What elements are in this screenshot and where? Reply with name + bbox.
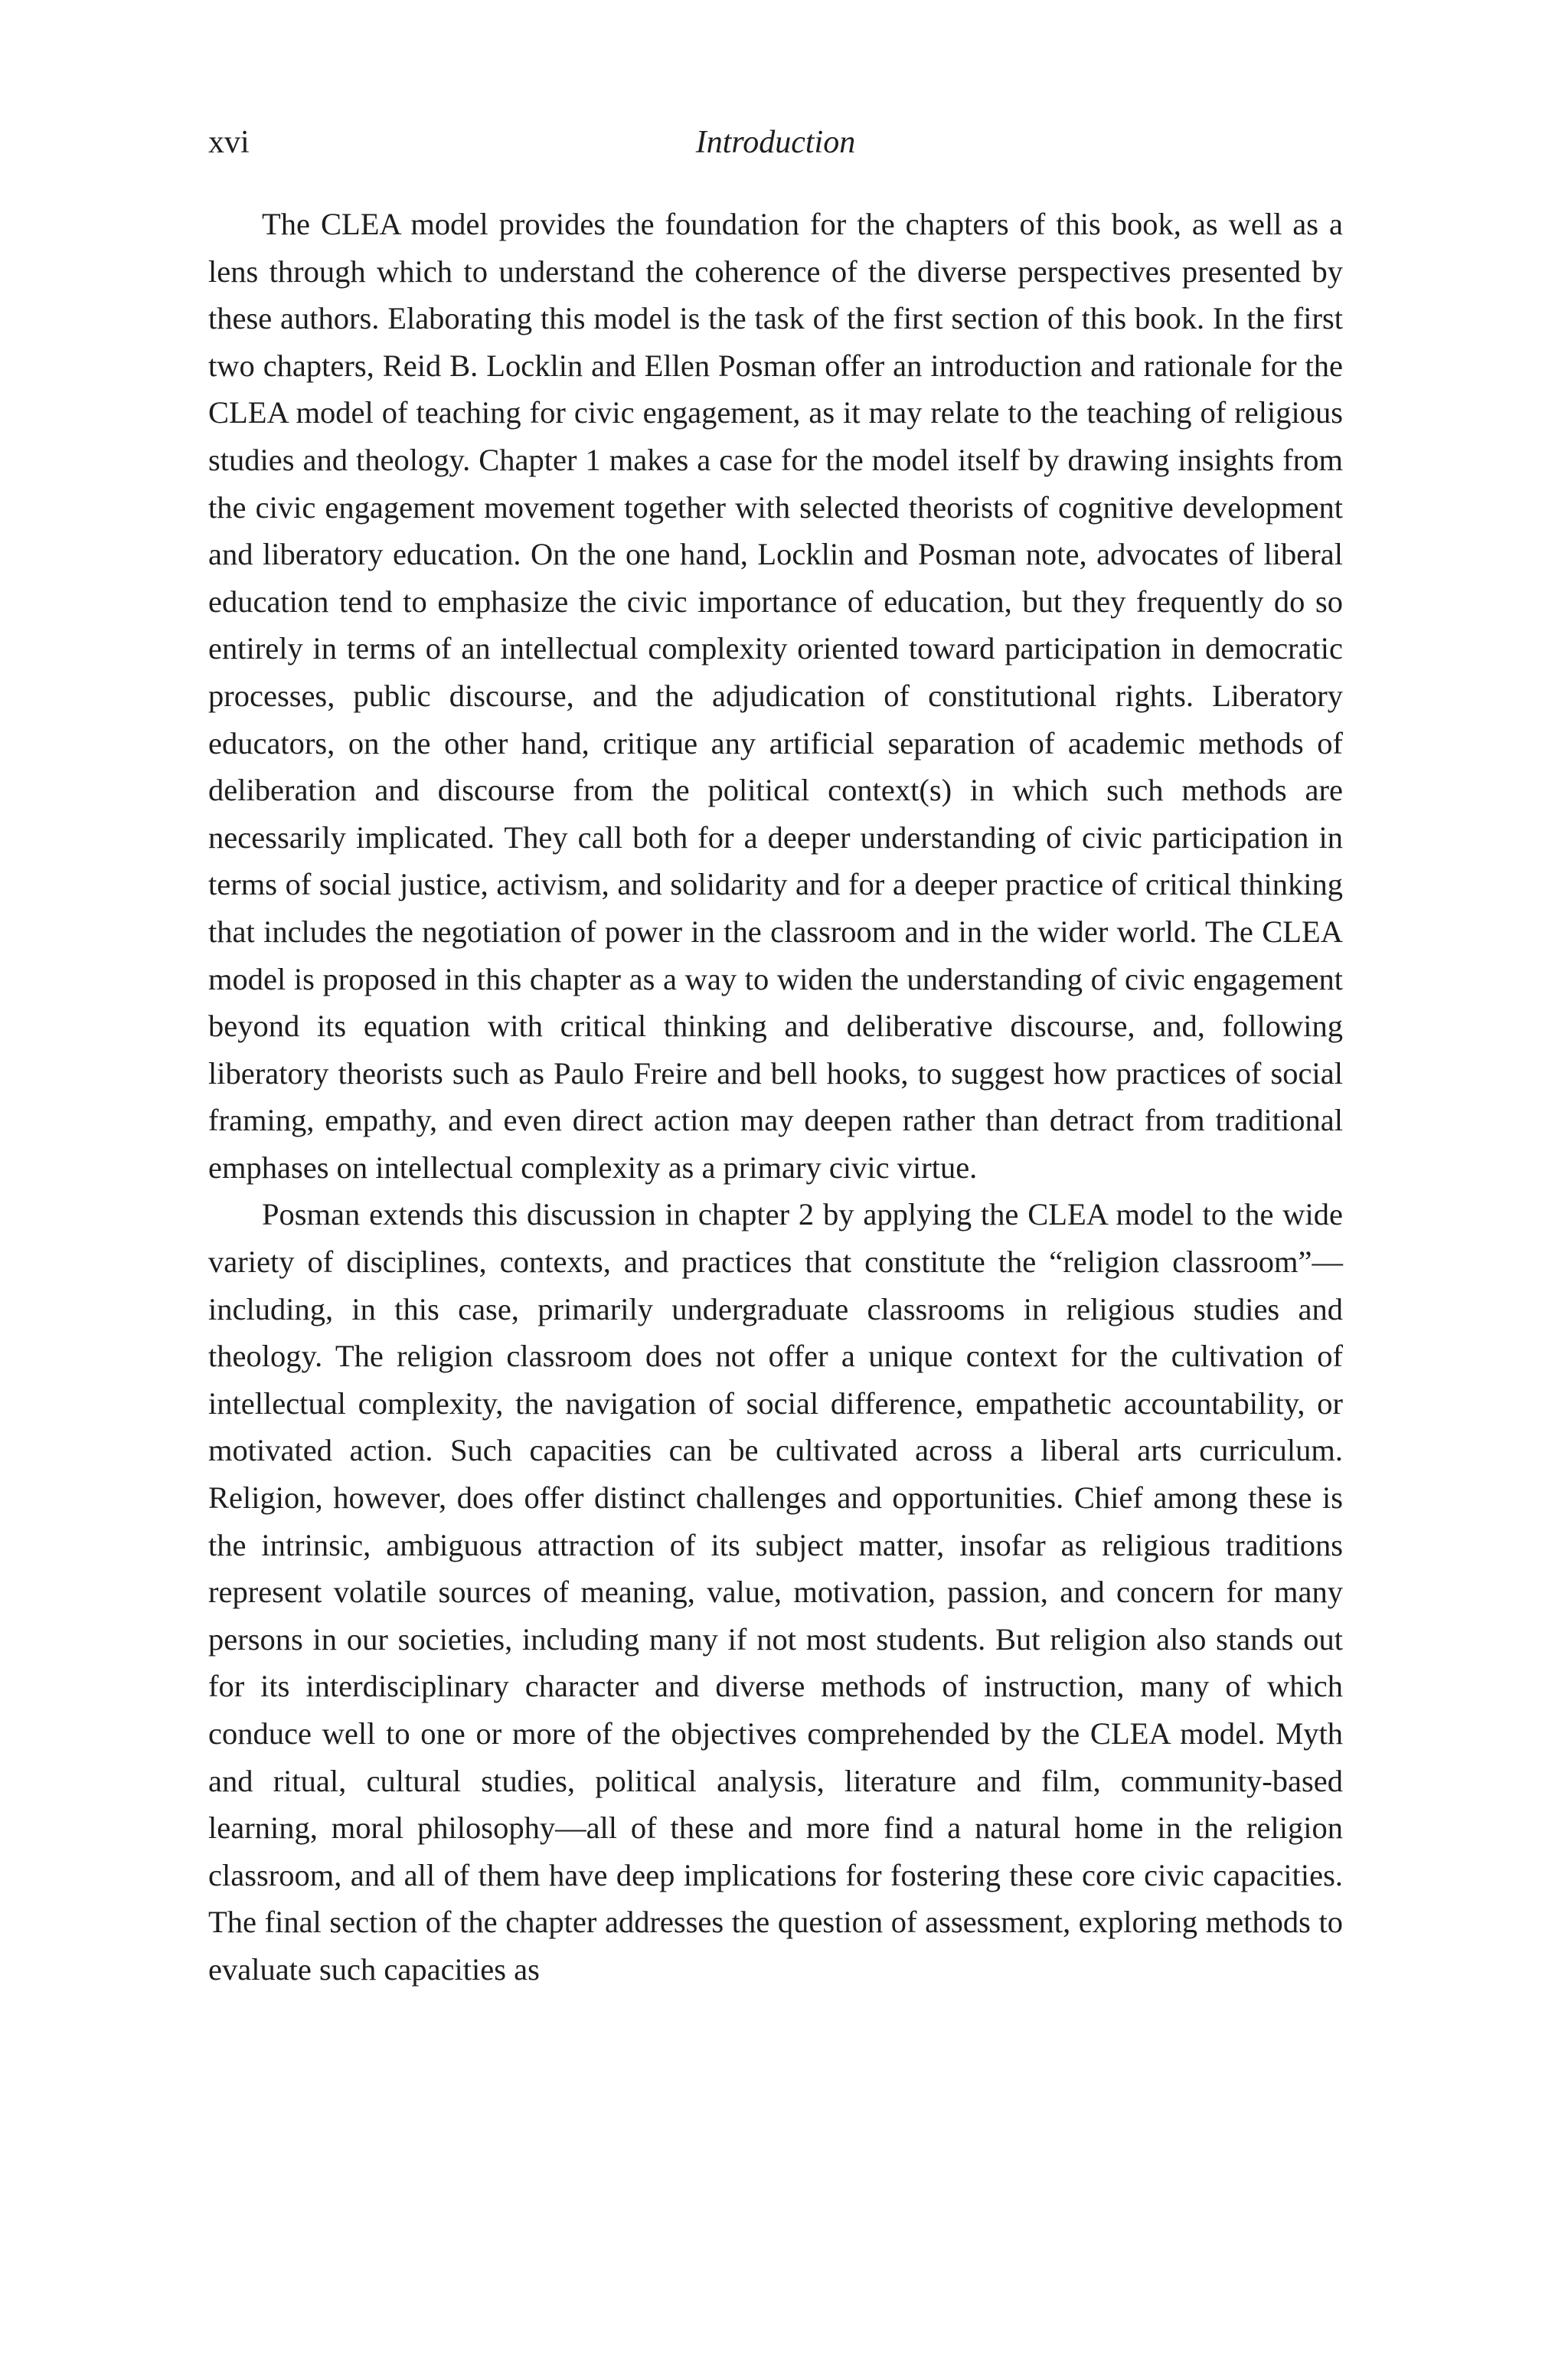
running-head: [208, 119, 1343, 165]
body-text: [208, 201, 1343, 1994]
paragraph: The CLEA model provides the foundation for the chapters of this book, as well as a lens through which to understand the coherence of the diverse perspectives presented by these authors. Elaborating this model is the task of the first section of this book. In the first two chapters, Reid B. Locklin and Ellen Posman offer an introduction and rationale for the CLEA model of teaching for civic engagement, as it may relate to the teaching of religious studies and theology. Chapter 1 makes a case for the model itself by drawing insights from the civic engagement movement together with selected theorists of cognitive development and liberatory education. On the one hand, Locklin and Posman note, advocates of liberal education tend to emphasize the civic importance of education, but they frequently do so entirely in terms of an intellectual complexity oriented toward participation in democratic processes, public discourse, and the adjudication of constitutional rights. Liberatory educators, on the other hand, critique any artificial separation of academic methods of deliberation and discourse from the political context(s) in which such methods are necessarily implicated. They call both for a deeper understanding of civic participation in terms of social justice, activism, and solidarity and for a deeper practice of critical thinking that includes the negotiation of power in the classroom and in the wider world. The CLEA model is proposed in this chapter as a way to widen the understanding of civic engagement beyond its equation with critical thinking and deliberative discourse, and, following liberatory theorists such as Paulo Freire and bell hooks, to suggest how practices of social framing, empathy, and even direct action may deepen rather than detract from traditional emphases on intellectual complexity as a primary civic virtue.: [208, 207, 1343, 1185]
paragraph: Posman extends this discussion in chapter 2 by applying the CLEA model to the wide variety of disciplines, contexts, and practices that constitute the “religion classroom”—including, in this case, primarily undergraduate classrooms in religious studies and theology. The religion classroom does not offer a unique context for the cultivation of intellectual complexity, the navigation of social difference, empathetic accountability, or motivated action. Such capacities can be cultivated across a liberal arts curriculum. Religion, however, does offer distinct challenges and opportunities. Chief among these is the intrinsic, ambiguous attraction of its subject matter, insofar as religious traditions represent volatile sources of meaning, value, motivation, passion, and concern for many persons in our societies, including many if not most students. But religion also stands out for its interdisciplinary character and diverse methods of instruction, many of which conduce well to one or more of the objectives comprehended by the CLEA model. Myth and ritual, cultural studies, political analysis, literature and film, community-based learning, moral philosophy—all of these and more find a natural home in the religion classroom, and all of them have deep implications for fostering these core civic capacities. The final section of the chapter addresses the question of assessment, exploring methods to evaluate such capacities as: [208, 1197, 1343, 1987]
page-number: xvi: [208, 125, 250, 160]
section-title: Introduction: [695, 125, 856, 160]
